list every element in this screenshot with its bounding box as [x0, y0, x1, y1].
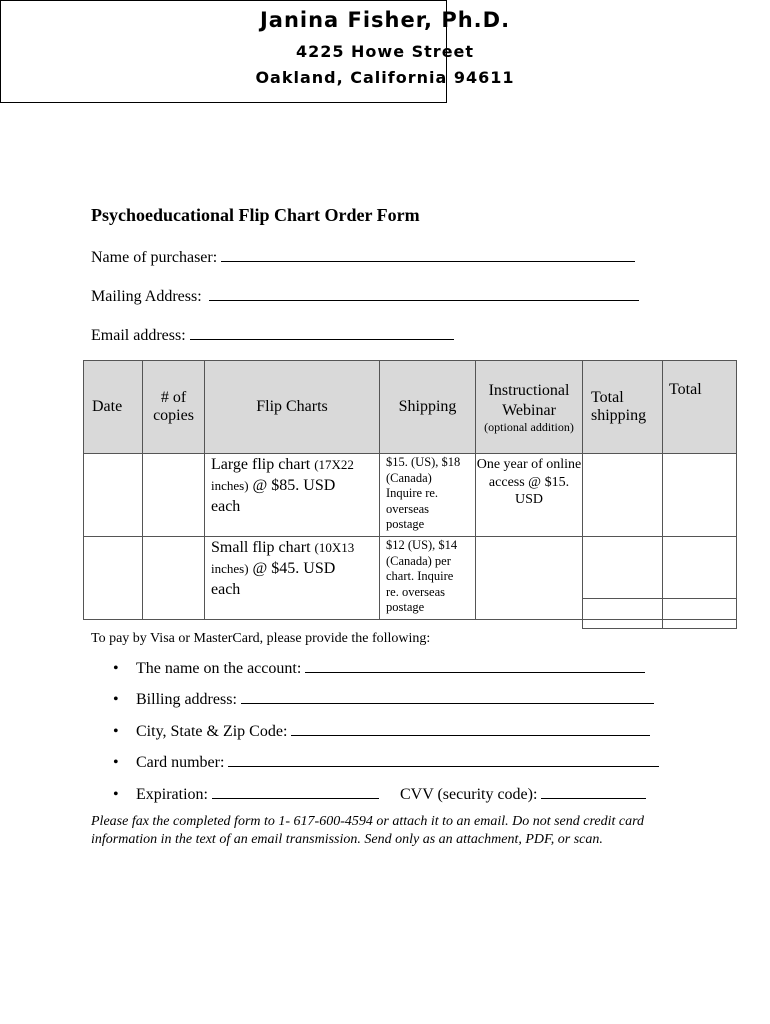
- table-header-row: [84, 361, 737, 454]
- order-table: [83, 360, 737, 620]
- account-name-field: [113, 658, 645, 678]
- account-label: The name on the account:: [136, 660, 302, 677]
- header-total-shipping-line1: Total: [591, 389, 624, 406]
- purchaser-label: Name of purchaser:: [91, 249, 218, 266]
- cell-date[interactable]: [84, 454, 143, 537]
- cell-date[interactable]: [84, 537, 143, 620]
- bullet-icon: •: [113, 723, 119, 740]
- card-input-line[interactable]: [228, 752, 659, 767]
- header-webinar: [476, 361, 583, 454]
- mailing-field: [91, 286, 639, 306]
- chart-price: @ $45. USD: [248, 560, 336, 577]
- city-input-line[interactable]: [291, 721, 650, 736]
- form-title: Psychoeducational Flip Chart Order Form: [91, 205, 420, 225]
- header-webinar-optional: (optional addition): [484, 419, 574, 434]
- cvv-label: CVV (security code):: [399, 786, 538, 803]
- billing-input-line[interactable]: [241, 689, 654, 704]
- header-copies: [143, 361, 205, 454]
- bullet-icon: •: [113, 786, 119, 803]
- header-total: Total: [663, 361, 737, 454]
- billing-label: Billing address:: [136, 691, 237, 708]
- expiration-label: Expiration:: [136, 786, 208, 803]
- chart-size: (17X22: [314, 457, 354, 472]
- email-input-line[interactable]: [190, 325, 454, 340]
- chart-price: @ $85. USD: [248, 477, 336, 494]
- table-row: [84, 454, 737, 537]
- header-copies-line1: # of: [160, 389, 187, 406]
- cell-flip-chart: [205, 454, 380, 537]
- mailing-input-line[interactable]: [209, 286, 639, 301]
- chart-name: Large flip chart: [211, 456, 315, 473]
- cell-total[interactable]: [663, 454, 737, 537]
- chart-each: each: [211, 581, 241, 598]
- bullet-icon: •: [113, 691, 119, 708]
- city-state-zip-field: [113, 721, 650, 741]
- header-total-shipping-line2: shipping: [591, 407, 647, 424]
- header-date: Date: [84, 361, 143, 454]
- total-shipping-sum-box[interactable]: [582, 598, 663, 629]
- purchaser-field: [91, 247, 635, 267]
- bullet-icon: •: [113, 754, 119, 771]
- bullet-icon: •: [113, 660, 119, 677]
- cell-flip-chart: [205, 537, 380, 620]
- mailing-label: Mailing Address:: [91, 288, 202, 305]
- letterhead-box: [0, 0, 515, 103]
- card-label: Card number:: [136, 754, 225, 771]
- cell-shipping: $15. (US), $18 (Canada) Inquire re. overseas postage: [380, 454, 476, 537]
- cell-copies[interactable]: [143, 537, 205, 620]
- cell-webinar: One year of online access @ $15. USD: [476, 454, 583, 537]
- street-address: 4225 Howe Street: [295, 42, 475, 61]
- purchaser-input-line[interactable]: [221, 247, 635, 262]
- header-shipping: Shipping: [380, 361, 476, 454]
- header-webinar-line2: Webinar: [502, 401, 556, 419]
- author-name: Janina Fisher, Ph.D.: [259, 8, 511, 32]
- cell-webinar: [476, 537, 583, 620]
- billing-address-field: [113, 689, 654, 709]
- chart-size-unit: inches): [211, 478, 249, 493]
- chart-each: each: [211, 498, 241, 515]
- grand-total-box[interactable]: [662, 598, 737, 629]
- chart-size: (10X13: [314, 540, 355, 555]
- header-flip-charts: Flip Charts: [205, 361, 380, 454]
- email-label: Email address:: [91, 327, 186, 344]
- header-webinar-line1: Instructional: [488, 381, 570, 399]
- cell-total-shipping[interactable]: [583, 454, 663, 537]
- account-input-line[interactable]: [305, 658, 645, 673]
- header-total-shipping: [583, 361, 663, 454]
- header-copies-line2: copies: [153, 407, 194, 424]
- city-label: City, State & Zip Code:: [136, 723, 288, 740]
- email-field: [91, 325, 454, 345]
- cell-shipping: $12 (US), $14 (Canada) per chart. Inquire re. overseas postage: [380, 537, 476, 620]
- chart-name: Small flip chart: [211, 539, 315, 556]
- city-address: Oakland, California 94611: [255, 68, 515, 87]
- expiration-cvv-field: [113, 784, 646, 804]
- cell-copies[interactable]: [143, 454, 205, 537]
- fax-instructions-note: Please fax the completed form to 1- 617-600-4594 or attach it to an email. Do not send credit card information in the text of an email transmission. Send only as an attachment, PDF, or scan.: [91, 814, 645, 847]
- chart-size-unit: inches): [211, 561, 249, 576]
- card-number-field: [113, 752, 659, 772]
- cvv-input-line[interactable]: [541, 784, 646, 799]
- payment-intro: To pay by Visa or MasterCard, please provide the following:: [91, 631, 431, 646]
- expiration-input-line[interactable]: [212, 784, 379, 799]
